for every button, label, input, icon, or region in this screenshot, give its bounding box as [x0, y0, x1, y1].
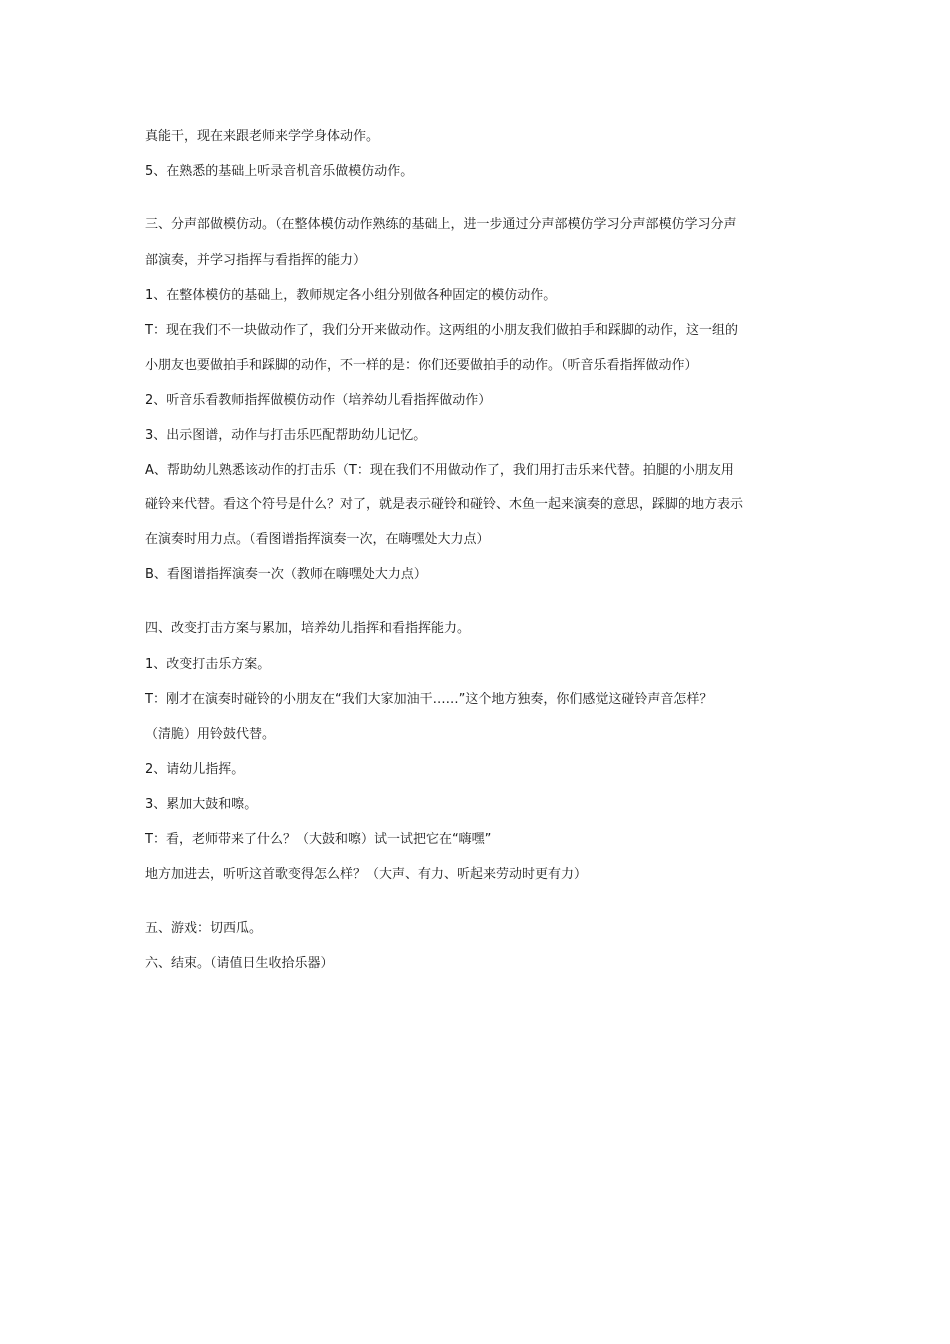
text-line: 2、听音乐看教师指挥做模仿动作（培养幼儿看指挥做动作）	[145, 393, 492, 408]
text-line: 3、累加大鼓和嚓。	[145, 797, 258, 812]
text-line: 在演奏时用力点。（看图谱指挥演奏一次，在嗨嘿处大力点）	[145, 532, 490, 547]
text-line: B、看图谱指挥演奏一次（教师在嗨嘿处大力点）	[145, 567, 427, 582]
section-heading: 六、结束。（请值日生收拾乐器）	[145, 956, 334, 971]
text-line: T：看，老师带来了什么？（大鼓和嚓）试一试把它在“嗨嘿”	[145, 832, 492, 847]
text-line: （清脆）用铃鼓代替。	[145, 727, 276, 742]
section-heading: 五、游戏：切西瓜。	[145, 921, 263, 936]
text-line: 2、请幼儿指挥。	[145, 762, 245, 777]
text-line: T：刚才在演奏时碰铃的小朋友在“我们大家加油干……”这个地方独奏，你们感觉这碰铃声音怎样？	[145, 692, 713, 707]
text-line: 1、在整体模仿的基础上，教师规定各小组分别做各种固定的模仿动作。	[145, 288, 557, 303]
text-line: 部演奏，并学习指挥与看指挥的能力）	[145, 253, 367, 268]
text-line: 地方加进去，听听这首歌变得怎么样？（大声、有力、听起来劳动时更有力）	[145, 867, 588, 882]
text-line: 真能干，现在来跟老师来学学身体动作。	[145, 129, 380, 144]
text-line: 碰铃来代替。看这个符号是什么？对了，就是表示碰铃和碰铃、木鱼一起来演奏的意思，踩脚的地方表示	[145, 497, 744, 512]
text-line: 1、改变打击乐方案。	[145, 657, 271, 672]
text-line: T：现在我们不一块做动作了，我们分开来做动作。这两组的小朋友我们做拍手和踩脚的动作，这一组的	[145, 323, 738, 338]
text-line: A、帮助幼儿熟悉该动作的打击乐（T：现在我们不用做动作了，我们用打击乐来代替。拍腿的小朋友用	[145, 463, 734, 478]
text-line: 5、在熟悉的基础上听录音机音乐做模仿动作。	[145, 164, 414, 179]
section-heading: 三、分声部做模仿动。（在整体模仿动作熟练的基础上，进一步通过分声部模仿学习分声部模仿学习分声	[145, 217, 737, 232]
text-line: 3、出示图谱，动作与打击乐匹配帮助幼儿记忆。	[145, 428, 427, 443]
section-heading: 四、改变打击方案与累加，培养幼儿指挥和看指挥能力。	[145, 621, 471, 636]
text-line: 小朋友也要做拍手和踩脚的动作，不一样的是：你们还要做拍手的动作。（听音乐看指挥做动作）	[145, 358, 698, 373]
